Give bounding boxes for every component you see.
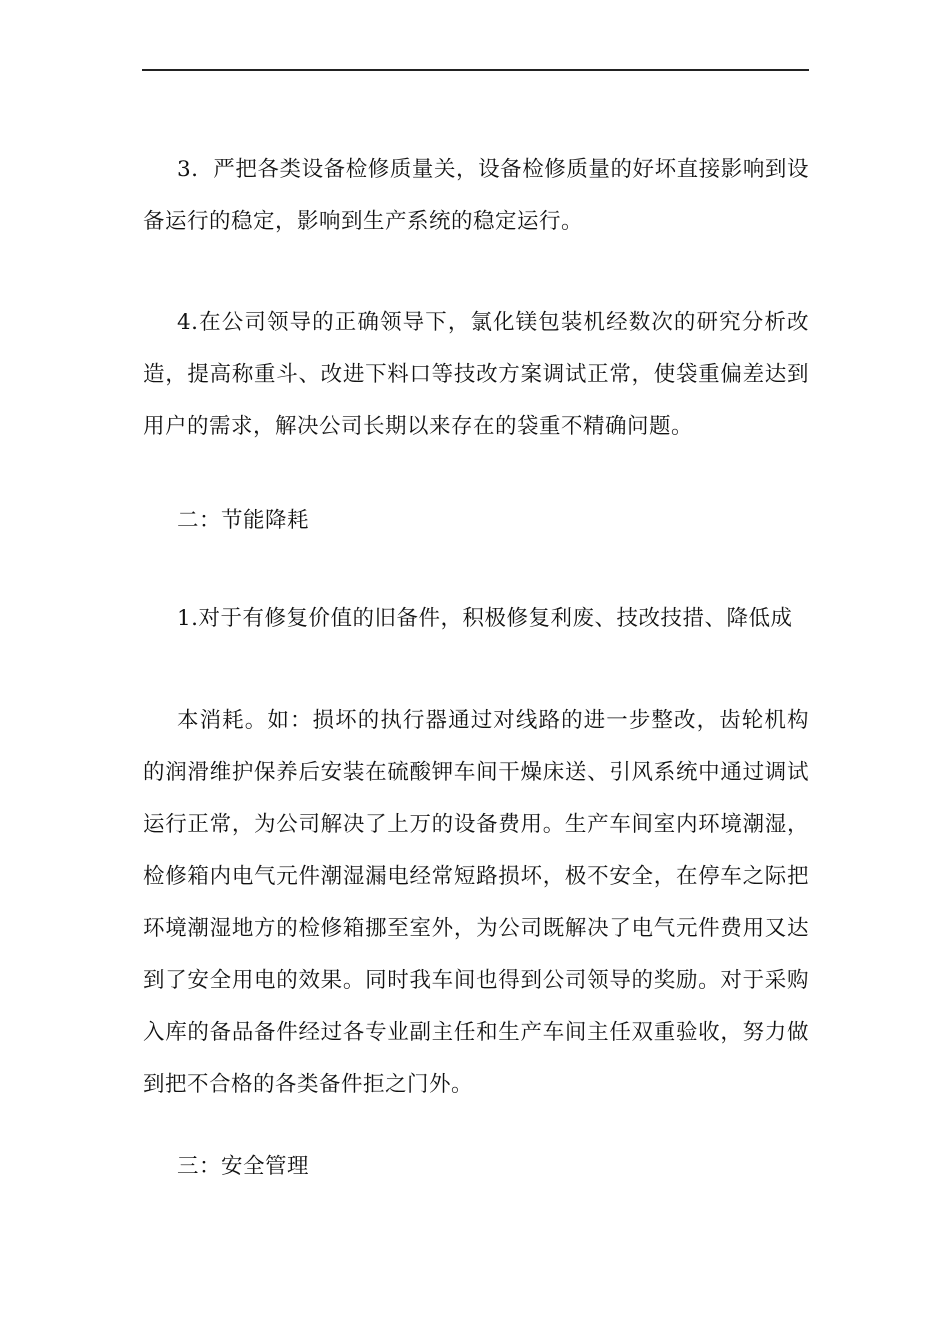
- paragraph-cost-reduction: 本消耗。如：损坏的执行器通过对线路的进一步整改，齿轮机构的润滑维护保养后安装在硫酸钾车间干燥床送、引风系统中通过调试运行正常，为公司解决了上万的设备费用。生产车间室内环境潮湿，检修箱内电气元件潮湿漏电经常短路损坏，极不安全，在停车之际把环境潮湿地方的检修箱挪至室外，为公司既解决了电气元件费用又达到了安全用电的效果。同时我车间也得到公司领导的奖励。对于采购入库的备品备件经过各专业副主任和生产车间主任双重验收，努力做到把不合格的各类备件拒之门外。: [143, 708, 809, 1097]
- paragraph-spare-parts-repair: 1.对于有修复价值的旧备件，积极修复利废、技改技措、降低成: [177, 606, 793, 631]
- section-heading-energy-saving: 二：节能降耗: [177, 508, 310, 533]
- header-rule: [142, 69, 809, 71]
- section-heading-safety: 三：安全管理: [177, 1154, 310, 1179]
- paragraph-quality-control: 3．严把各类设备检修质量关，设备检修质量的好坏直接影响到设备运行的稳定，影响到生产系统的稳定运行。: [143, 157, 809, 234]
- paragraph-packaging-machine: 4.在公司领导的正确领导下，氯化镁包装机经数次的研究分析改造，提高称重斗、改进下料口等技改方案调试正常，使袋重偏差达到用户的需求，解决公司长期以来存在的袋重不精确问题。: [143, 310, 809, 439]
